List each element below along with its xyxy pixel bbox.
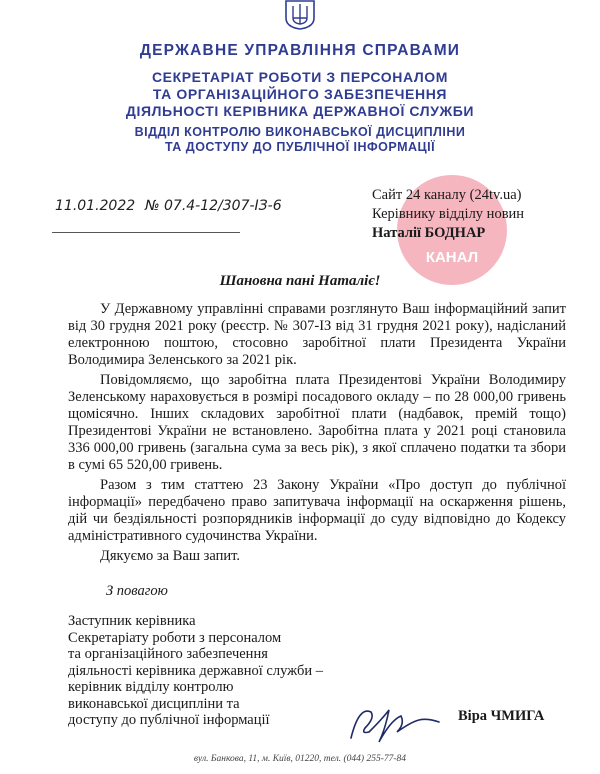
addressee-position: Керівнику відділу новин [372,206,525,222]
registration-date: 11.01.2022 [55,198,136,214]
department-title: ВІДДІЛ КОНТРОЛЮ ВИКОНАВСЬКОЇ ДИСЦИПЛІНИ ТА ДОСТУПУ ДО ПУБЛІЧНОЇ ІНФОРМАЦІЇ [134,125,466,154]
ministry-title: ДЕРЖАВНЕ УПРАВЛІННЯ СПРАВАМИ [139,42,461,59]
addressee-name: Наталії БОДНАР [372,225,486,241]
signatory-name: Віра ЧМИГА [458,708,545,724]
paragraph: Разом з тим статтею 23 Закону України «Про доступ до публічної інформації» передбачено право запитувача інформації на оскарження рішень, дій чи бездіяльності розпорядників інформації до суду відповідно до Кодексу адміністративного судочинства України. [68,477,566,544]
greeting: Шановна пані Наталіє! [219,273,381,289]
paragraph: Повідомляємо, що заробітна плата Президентові України Володимиру Зеленському нараховується в розмірі посадового окладу – по 28 000,00 гривень щомісячно. Інших складових заробітної плати (надбавок, премій тощо) Президентові України не встановлено. Заробітна плата у 2021 році становила 336 000,00 гривень (загальна сума за весь рік), з якої сплачено податки та збори в сумі 65 520,00 гривень. [68,372,566,473]
watermark-text: КАНАЛ [425,249,479,266]
registration-underline [52,232,240,233]
handwritten-signature-icon [345,698,445,748]
footer-address: вул. Банкова, 11, м. Київ, 01220, тел. (044) 255-77-84 [193,754,407,764]
paragraph: У Державному управлінні справами розглянуто Ваш інформаційний запит від 30 грудня 2021 року (реєстр. № 307-ІЗ від 31 грудня 2021 року), надісланий електронною поштою, стосовно заробітної плати Президента України Володимира Зеленського за 2021 рік. [68,301,566,368]
addressee-site: Сайт 24 каналу (24tv.ua) [372,187,522,203]
signatory-title: Заступник керівника Секретаріату роботи з персоналом та організаційного забезпечення діяльності керівника державної служби – керівник відділу контролю виконавської дисципліни та доступу до публічної інформації [68,613,323,728]
registration-number: № 07.4-12/307-ІЗ-6 [145,198,282,214]
paragraph: Дякуємо за Ваш запит. [100,548,240,564]
letter-body [68,301,566,568]
closing: З повагою [106,583,168,599]
addressee-block [372,186,524,243]
trident-emblem-icon [276,0,324,30]
secretariat-title: СЕКРЕТАРІАТ РОБОТИ З ПЕРСОНАЛОМ ТА ОРГАНІЗАЦІЙНОГО ЗАБЕЗПЕЧЕННЯ ДІЯЛЬНОСТІ КЕРІВНИКА ДЕРЖАВНОЇ СЛУЖБИ [125,69,475,119]
